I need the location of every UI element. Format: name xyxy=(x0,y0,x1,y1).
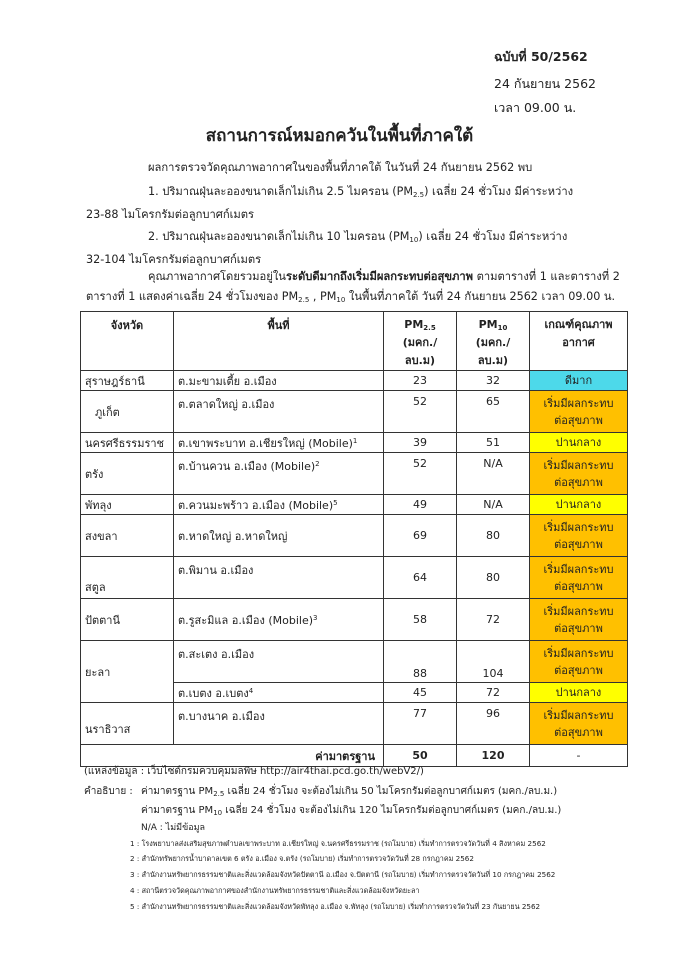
criteria-cell: ปานกลาง xyxy=(530,683,628,703)
criteria-cell: เริ่มมีผลกระทบ ต่อสุขภาพ xyxy=(530,599,628,641)
item2-line2: 32-104 ไมโครกรัมต่อลูกบาศก์เมตร xyxy=(86,253,262,266)
footnote-3: 3 : สำนักงานทรัพยากรธรรมชาติและสิ่งแวดล้อมจังหวัดปัตตานี อ.เมือง จ.ปัตตานี (รถโมบาย) เริ่มทำการตรวจวัดวันที่ 10 กรกฎาคม 2562 xyxy=(130,870,556,879)
area-cell: ต.บางนาค อ.เมือง xyxy=(174,703,384,745)
area-cell: ต.หาดใหญ่ อ.หาดใหญ่ xyxy=(174,515,384,557)
pm25-cell: 64 xyxy=(384,557,457,599)
area-cell: ต.รูสะมิแล อ.เมือง (Mobile)$^3$ xyxy=(174,599,384,641)
province-cell: สุราษฎร์ธานี xyxy=(81,371,174,391)
item2-line1: 2. ปริมาณฝุ่นละอองขนาดเล็กไม่เกิน 10 ไมครอน $(PM_{10})$ เฉลี่ย 24 ชั่วโมง มีค่าระหว่าง xyxy=(148,230,568,244)
issue-number: ฉบับที่ 50/2562 xyxy=(494,49,588,64)
explanation-pm25: ค่ามาตรฐาน $PM_{2.5}$ เฉลี่ย 24 ชั่วโมง จะต้องไม่เกิน 50 ไมโครกรัมต่อลูกบาศก์เมตร (มคก./ลบ.ม.) xyxy=(141,786,558,798)
area-cell: ต.บ้านควน อ.เมือง (Mobile)$^2$ xyxy=(174,453,384,495)
standard-criteria: - xyxy=(530,745,628,767)
intro-text: ผลการตรวจวัดคุณภาพอากาศในของพื้นที่ภาคใต้ ในวันที่ 24 กันยายน 2562 พบ xyxy=(148,161,533,174)
table-row xyxy=(81,371,628,391)
page-title: สถานการณ์หมอกควันในพื้นที่ภาคใต้ xyxy=(205,126,474,146)
pm25-cell: 52 xyxy=(384,391,457,433)
province-cell: ยะลา xyxy=(81,641,174,703)
province-cell: ภูเก็ต xyxy=(81,391,174,433)
criteria-cell: เริ่มมีผลกระทบ ต่อสุขภาพ xyxy=(530,515,628,557)
table-row xyxy=(81,495,628,515)
criteria-cell: ดีมาก xyxy=(530,371,628,391)
header-area: พื้นที่ xyxy=(174,312,384,371)
explanation-label: คำอธิบาย : xyxy=(84,786,133,797)
standard-label: ค่ามาตรฐาน xyxy=(81,745,384,767)
footnote-1: 1 : โรงพยาบาลส่งเสริมสุขภาพตำบลเขาพระบาท อ.เชียรใหญ่ จ.นครศรีธรรมราช (รถโมบาย) เริ่มทำการตรวจวัดวันที่ 4 สิงหาคม 2562 xyxy=(130,839,546,848)
criteria-cell: ปานกลาง xyxy=(530,433,628,453)
province-cell: นครศรีธรรมราช xyxy=(81,433,174,453)
province-cell: สงขลา xyxy=(81,515,174,557)
summary-line1: คุณภาพอากาศโดยรวมอยู่ในระดับดีมากถึงเริ่มมีผลกระทบต่อสุขภาพ ตามตารางที่ 1 และตารางที่ 2 xyxy=(148,270,620,283)
pm10-cell: 72 xyxy=(457,683,530,703)
footnote-2: 2 : สำนักทรัพยากรน้ำบาดาลเขต 6 ตรัง อ.เมือง จ.ตรัง (รถโมบาย) เริ่มทำการตรวจวัดวันที่ 28 กรกฎาคม 2562 xyxy=(130,854,474,863)
header-pm10: $PM_{10}$ (มคก./ลบ.ม) xyxy=(457,312,530,371)
pm25-cell: 77 xyxy=(384,703,457,745)
standard-pm10: 120 xyxy=(457,745,530,767)
criteria-cell: เริ่มมีผลกระทบ ต่อสุขภาพ xyxy=(530,453,628,495)
province-cell: พัทลุง xyxy=(81,495,174,515)
explanation-pm10: ค่ามาตรฐาน $PM_{10}$ เฉลี่ย 24 ชั่วโมง จะต้องไม่เกิน 120 ไมโครกรัมต่อลูกบาศก์เมตร (มคก./ลบ.ม.) xyxy=(141,805,562,817)
area-cell: ต.เขาพระบาท อ.เชียรใหญ่ (Mobile)$^1$ xyxy=(174,433,384,453)
pm10-cell: 65 xyxy=(457,391,530,433)
pm25-cell: 23 xyxy=(384,371,457,391)
province-cell: สตูล xyxy=(81,557,174,599)
pm25-cell: 69 xyxy=(384,515,457,557)
table-row xyxy=(81,391,628,433)
header-province: จังหวัด xyxy=(81,312,174,371)
table-row xyxy=(81,433,628,453)
pm10-cell: 104 xyxy=(457,641,530,683)
pm10-cell: 96 xyxy=(457,703,530,745)
province-cell: ปัตตานี xyxy=(81,599,174,641)
pm10-cell: N/A xyxy=(457,453,530,495)
area-cell: ต.ควนมะพร้าว อ.เมือง (Mobile)$^5$ xyxy=(174,495,384,515)
pm10-cell: 80 xyxy=(457,557,530,599)
item1-line1: 1. ปริมาณฝุ่นละอองขนาดเล็กไม่เกิน 2.5 ไมครอน $(PM_{2.5})$ เฉลี่ย 24 ชั่วโมง มีค่าระหว่าง xyxy=(148,185,574,199)
pm10-cell: 32 xyxy=(457,371,530,391)
pm25-cell: 52 xyxy=(384,453,457,495)
province-cell: ตรัง xyxy=(81,453,174,495)
criteria-cell: เริ่มมีผลกระทบ ต่อสุขภาพ xyxy=(530,641,628,683)
pm10-cell: 80 xyxy=(457,515,530,557)
province-cell: นราธิวาส xyxy=(81,703,174,745)
na-note: N/A : ไม่มีข้อมูล xyxy=(141,823,206,833)
item1-line2: 23-88 ไมโครกรัมต่อลูกบาศก์เมตร xyxy=(86,208,255,221)
table-header-row xyxy=(81,312,628,371)
criteria-cell: เริ่มมีผลกระทบ ต่อสุขภาพ xyxy=(530,703,628,745)
footnote-5: 5 : สำนักงานทรัพยากรธรรมชาติและสิ่งแวดล้อมจังหวัดพัทลุง อ.เมือง จ.พัทลุง (รถโมบาย) เริ่มทำการตรวจวัดวันที่ 23 กันยายน 2562 xyxy=(130,902,541,911)
pm25-cell: 45 xyxy=(384,683,457,703)
issue-time: เวลา 09.00 น. xyxy=(494,100,577,115)
pm25-cell: 58 xyxy=(384,599,457,641)
area-cell: ต.สะเตง อ.เมือง xyxy=(174,641,384,683)
summary-line2: ตารางที่ 1 แสดงค่าเฉลี่ย 24 ชั่วโมงของ $PM_{2.5}$ , $PM_{10}$ ในพื้นที่ภาคใต้ วันที่ 24 กันยายน 2562 เวลา 09.00 น. xyxy=(86,290,616,304)
pm25-cell: 49 xyxy=(384,495,457,515)
issue-date: 24 กันยายน 2562 xyxy=(494,76,596,91)
criteria-cell: เริ่มมีผลกระทบ ต่อสุขภาพ xyxy=(530,391,628,433)
header-pm25: $PM_{2.5}$ (มคก./ลบ.ม) xyxy=(384,312,457,371)
table-row xyxy=(81,641,628,683)
pm10-cell: N/A xyxy=(457,495,530,515)
air-quality-table xyxy=(80,311,628,767)
pm10-cell: 51 xyxy=(457,433,530,453)
criteria-cell: เริ่มมีผลกระทบ ต่อสุขภาพ xyxy=(530,557,628,599)
standard-pm25: 50 xyxy=(384,745,457,767)
area-cell: ต.มะขามเตี้ย อ.เมือง xyxy=(174,371,384,391)
pm25-cell: 88 xyxy=(384,641,457,683)
table-row xyxy=(81,703,628,745)
pm10-cell: 72 xyxy=(457,599,530,641)
table-row xyxy=(81,453,628,495)
table-row xyxy=(81,599,628,641)
table-row xyxy=(81,515,628,557)
area-cell: ต.พิมาน อ.เมือง xyxy=(174,557,384,599)
area-cell: ต.เบตง อ.เบตง$^4$ xyxy=(174,683,384,703)
table-row xyxy=(81,557,628,599)
pm25-cell: 39 xyxy=(384,433,457,453)
criteria-cell: ปานกลาง xyxy=(530,495,628,515)
footnote-4: 4 : สถานีตรวจวัดคุณภาพอากาศของสำนักงานทรัพยากรธรรมชาติและสิ่งแวดล้อมจังหวัดยะลา xyxy=(130,886,420,895)
area-cell: ต.ตลาดใหญ่ อ.เมือง xyxy=(174,391,384,433)
header-criteria: เกณฑ์คุณภาพ อากาศ xyxy=(530,312,628,371)
data-source: (แหล่งข้อมูล : เว็บไซต์กรมควบคุมมลพิษ http://air4thai.pcd.go.th/webV2/) xyxy=(84,766,424,777)
